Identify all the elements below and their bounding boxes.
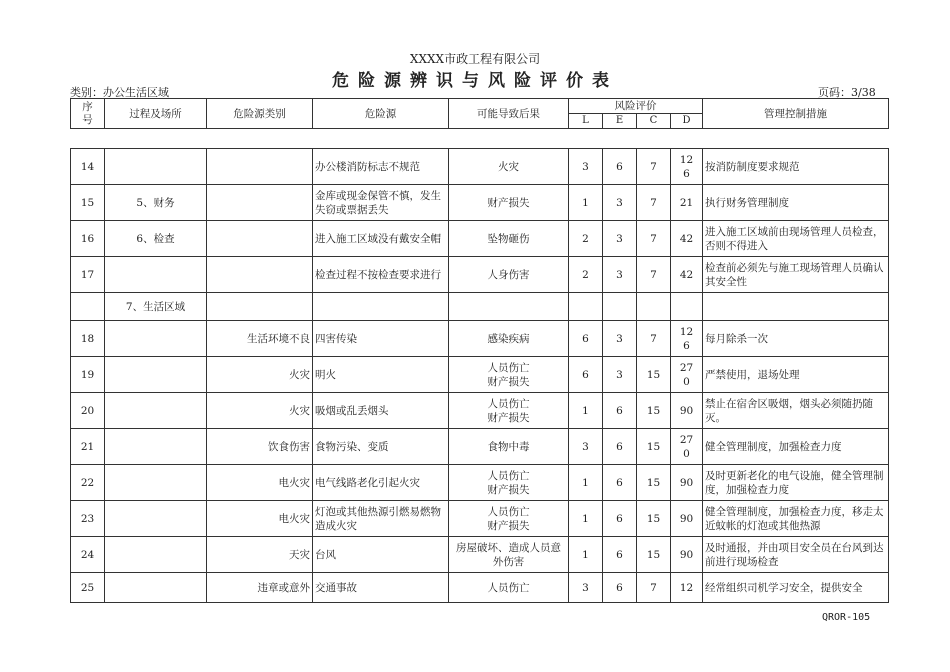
table-row bbox=[71, 185, 889, 221]
table-cell-measure: 每月除杀一次 bbox=[703, 321, 889, 357]
company-name: XXXX市政工程有限公司 bbox=[409, 52, 541, 66]
page-number: 页码：3/38 bbox=[818, 86, 876, 99]
table-cell-L: 1 bbox=[569, 465, 603, 501]
table-cell-D bbox=[671, 293, 703, 321]
table-cell-consequence: 感染疾病 bbox=[449, 321, 569, 357]
table-cell-E: 6 bbox=[603, 501, 637, 537]
table-cell-D: 12 6 bbox=[671, 321, 703, 357]
table-cell-C: 7 bbox=[637, 321, 671, 357]
table-cell-D: 90 bbox=[671, 393, 703, 429]
table-cell-C: 7 bbox=[637, 257, 671, 293]
col-header-C: C bbox=[637, 114, 671, 129]
table-cell-consequence: 财产损失 bbox=[449, 185, 569, 221]
table-cell-process bbox=[105, 393, 207, 429]
table-cell-consequence: 人员伤亡 财产损失 bbox=[449, 501, 569, 537]
table-row bbox=[71, 221, 889, 257]
table-cell-index: 21 bbox=[71, 429, 105, 465]
table-cell-E bbox=[603, 293, 637, 321]
table-cell-D: 90 bbox=[671, 501, 703, 537]
table-cell-consequence: 人员伤亡 bbox=[449, 573, 569, 603]
table-cell-hazard-type bbox=[207, 257, 313, 293]
table-row bbox=[71, 321, 889, 357]
table-cell-process bbox=[105, 501, 207, 537]
table-cell-process bbox=[105, 537, 207, 573]
col-header-risk: 风险评价 bbox=[569, 99, 703, 114]
table-cell-E: 3 bbox=[603, 357, 637, 393]
table-cell-D: 12 6 bbox=[671, 149, 703, 185]
document-title: 危险源辨识与风险评价表 bbox=[332, 71, 618, 91]
table-cell-measure: 进入施工区域前由现场管理人员检查，否则不得进入 bbox=[703, 221, 889, 257]
table-cell-index: 20 bbox=[71, 393, 105, 429]
table-cell-index: 17 bbox=[71, 257, 105, 293]
table-row bbox=[71, 573, 889, 603]
col-header-process: 过程及场所 bbox=[105, 99, 207, 129]
col-header-hazard: 危险源 bbox=[313, 99, 449, 129]
table-row bbox=[71, 393, 889, 429]
table-cell-process bbox=[105, 465, 207, 501]
table-cell-measure: 及时通报，并由项目安全员在台风到达前进行现场检查 bbox=[703, 537, 889, 573]
table-cell-hazard bbox=[313, 293, 449, 321]
table-cell-index: 14 bbox=[71, 149, 105, 185]
table-cell-hazard: 金库或现金保管不慎，发生失窃或票据丢失 bbox=[313, 185, 449, 221]
table-cell-hazard-type bbox=[207, 185, 313, 221]
table-cell-L: 2 bbox=[569, 257, 603, 293]
table-cell-measure: 健全管理制度，加强检查力度，移走太近蚊帐的灯泡或其他热源 bbox=[703, 501, 889, 537]
col-header-L: L bbox=[569, 114, 603, 129]
table-cell-hazard: 检查过程不按检查要求进行 bbox=[313, 257, 449, 293]
table-cell-consequence: 食物中毒 bbox=[449, 429, 569, 465]
table-cell-L: 6 bbox=[569, 357, 603, 393]
table-row bbox=[71, 357, 889, 393]
table-cell-L: 6 bbox=[569, 321, 603, 357]
table-cell-L: 3 bbox=[569, 573, 603, 603]
table-cell-index: 24 bbox=[71, 537, 105, 573]
table-cell-D: 90 bbox=[671, 465, 703, 501]
table-cell-measure: 按消防制度要求规范 bbox=[703, 149, 889, 185]
table-cell-E: 6 bbox=[603, 537, 637, 573]
table-cell-hazard: 办公楼消防标志不规范 bbox=[313, 149, 449, 185]
table-cell-process bbox=[105, 429, 207, 465]
table-cell-hazard-type: 生活环境不良 bbox=[207, 321, 313, 357]
table-cell-hazard-type: 火灾 bbox=[207, 393, 313, 429]
table-cell-C: 15 bbox=[637, 501, 671, 537]
col-header-consequence: 可能导致后果 bbox=[449, 99, 569, 129]
table-cell-consequence: 火灾 bbox=[449, 149, 569, 185]
table-cell-E: 3 bbox=[603, 221, 637, 257]
table-cell-hazard-type: 火灾 bbox=[207, 357, 313, 393]
table-cell-E: 6 bbox=[603, 393, 637, 429]
table-cell-hazard-type: 违章或意外 bbox=[207, 573, 313, 603]
table-cell-hazard-type: 饮食伤害 bbox=[207, 429, 313, 465]
table-cell-hazard: 食物污染、变质 bbox=[313, 429, 449, 465]
table-cell-E: 3 bbox=[603, 321, 637, 357]
table-cell-measure: 执行财务管理制度 bbox=[703, 185, 889, 221]
table-cell-index: 23 bbox=[71, 501, 105, 537]
table-cell-hazard: 电气线路老化引起火灾 bbox=[313, 465, 449, 501]
hazard-table bbox=[70, 148, 889, 603]
table-cell-consequence bbox=[449, 293, 569, 321]
table-cell-D: 90 bbox=[671, 537, 703, 573]
table-cell-process bbox=[105, 573, 207, 603]
table-cell-measure: 健全管理制度，加强检查力度 bbox=[703, 429, 889, 465]
table-cell-process bbox=[105, 257, 207, 293]
table-cell-index: 25 bbox=[71, 573, 105, 603]
table-cell-measure: 严禁使用，退场处理 bbox=[703, 357, 889, 393]
col-header-index: 序 号 bbox=[71, 99, 105, 129]
table-cell-C: 15 bbox=[637, 429, 671, 465]
table-cell-C: 7 bbox=[637, 573, 671, 603]
table-cell-hazard-type bbox=[207, 221, 313, 257]
table-cell-hazard: 吸烟或乱丢烟头 bbox=[313, 393, 449, 429]
table-row bbox=[71, 429, 889, 465]
table-cell-measure: 检查前必须先与施工现场管理人员确认其安全性 bbox=[703, 257, 889, 293]
table-cell-C: 7 bbox=[637, 149, 671, 185]
table-cell-C: 7 bbox=[637, 185, 671, 221]
table-cell-L bbox=[569, 293, 603, 321]
table-cell-E: 6 bbox=[603, 465, 637, 501]
table-row bbox=[71, 465, 889, 501]
table-cell-hazard: 交通事故 bbox=[313, 573, 449, 603]
table-cell-D: 42 bbox=[671, 221, 703, 257]
table-cell-hazard-type: 电火灾 bbox=[207, 465, 313, 501]
table-cell-hazard-type bbox=[207, 149, 313, 185]
table-cell-process: 5、财务 bbox=[105, 185, 207, 221]
table-row bbox=[71, 257, 889, 293]
table-cell-measure: 禁止在宿舍区吸烟，烟头必须随扔随灭。 bbox=[703, 393, 889, 429]
col-header-D: D bbox=[671, 114, 703, 129]
table-cell-measure bbox=[703, 293, 889, 321]
col-header-hazard-type: 危险源类别 bbox=[207, 99, 313, 129]
form-code: QROR-105 bbox=[822, 612, 871, 623]
table-cell-index: 16 bbox=[71, 221, 105, 257]
table-cell-process bbox=[105, 357, 207, 393]
table-cell-D: 27 0 bbox=[671, 357, 703, 393]
table-cell-L: 1 bbox=[569, 537, 603, 573]
table-cell-C: 7 bbox=[637, 221, 671, 257]
table-row bbox=[71, 293, 889, 321]
table-cell-hazard: 灯泡或其他热源引燃易燃物造成火灾 bbox=[313, 501, 449, 537]
table-cell-hazard: 明火 bbox=[313, 357, 449, 393]
table-header bbox=[70, 98, 889, 129]
table-cell-measure: 及时更新老化的电气设施，健全管理制度，加强检查力度 bbox=[703, 465, 889, 501]
col-header-measure: 管理控制措施 bbox=[703, 99, 889, 129]
table-cell-E: 6 bbox=[603, 149, 637, 185]
table-cell-E: 3 bbox=[603, 185, 637, 221]
table-cell-process bbox=[105, 149, 207, 185]
table-cell-index bbox=[71, 293, 105, 321]
table-cell-measure: 经常组织司机学习安全，提供安全 bbox=[703, 573, 889, 603]
table-cell-process: 7、生活区域 bbox=[105, 293, 207, 321]
col-header-E: E bbox=[603, 114, 637, 129]
table-cell-L: 1 bbox=[569, 393, 603, 429]
table-cell-L: 1 bbox=[569, 501, 603, 537]
table-cell-L: 1 bbox=[569, 185, 603, 221]
table-cell-hazard-type: 电火灾 bbox=[207, 501, 313, 537]
category-label: 类别：办公生活区域 bbox=[70, 86, 169, 99]
table-cell-hazard-type bbox=[207, 293, 313, 321]
table-cell-process bbox=[105, 321, 207, 357]
table-cell-D: 21 bbox=[671, 185, 703, 221]
table-cell-D: 27 0 bbox=[671, 429, 703, 465]
table-cell-consequence: 人员伤亡 财产损失 bbox=[449, 357, 569, 393]
table-cell-hazard: 四害传染 bbox=[313, 321, 449, 357]
table-cell-index: 19 bbox=[71, 357, 105, 393]
table-cell-L: 3 bbox=[569, 429, 603, 465]
table-cell-L: 2 bbox=[569, 221, 603, 257]
table-cell-process: 6、检查 bbox=[105, 221, 207, 257]
table-cell-E: 3 bbox=[603, 257, 637, 293]
table-cell-C: 15 bbox=[637, 537, 671, 573]
table-cell-index: 22 bbox=[71, 465, 105, 501]
table-cell-C: 15 bbox=[637, 393, 671, 429]
table-cell-C: 15 bbox=[637, 465, 671, 501]
table-cell-D: 42 bbox=[671, 257, 703, 293]
table-cell-consequence: 人员伤亡 财产损失 bbox=[449, 393, 569, 429]
table-cell-hazard: 台风 bbox=[313, 537, 449, 573]
table-cell-E: 6 bbox=[603, 429, 637, 465]
table-cell-index: 15 bbox=[71, 185, 105, 221]
table-cell-hazard-type: 天灾 bbox=[207, 537, 313, 573]
table-row bbox=[71, 149, 889, 185]
table-cell-hazard: 进入施工区域没有戴安全帽 bbox=[313, 221, 449, 257]
table-row bbox=[71, 537, 889, 573]
table-cell-D: 12 bbox=[671, 573, 703, 603]
table-cell-C bbox=[637, 293, 671, 321]
table-cell-L: 3 bbox=[569, 149, 603, 185]
table-cell-E: 6 bbox=[603, 573, 637, 603]
table-cell-consequence: 人身伤害 bbox=[449, 257, 569, 293]
table-cell-C: 15 bbox=[637, 357, 671, 393]
table-cell-index: 18 bbox=[71, 321, 105, 357]
table-row bbox=[71, 501, 889, 537]
table-cell-consequence: 房屋破坏、造成人员意外伤害 bbox=[449, 537, 569, 573]
table-cell-consequence: 人员伤亡 财产损失 bbox=[449, 465, 569, 501]
table-cell-consequence: 坠物砸伤 bbox=[449, 221, 569, 257]
